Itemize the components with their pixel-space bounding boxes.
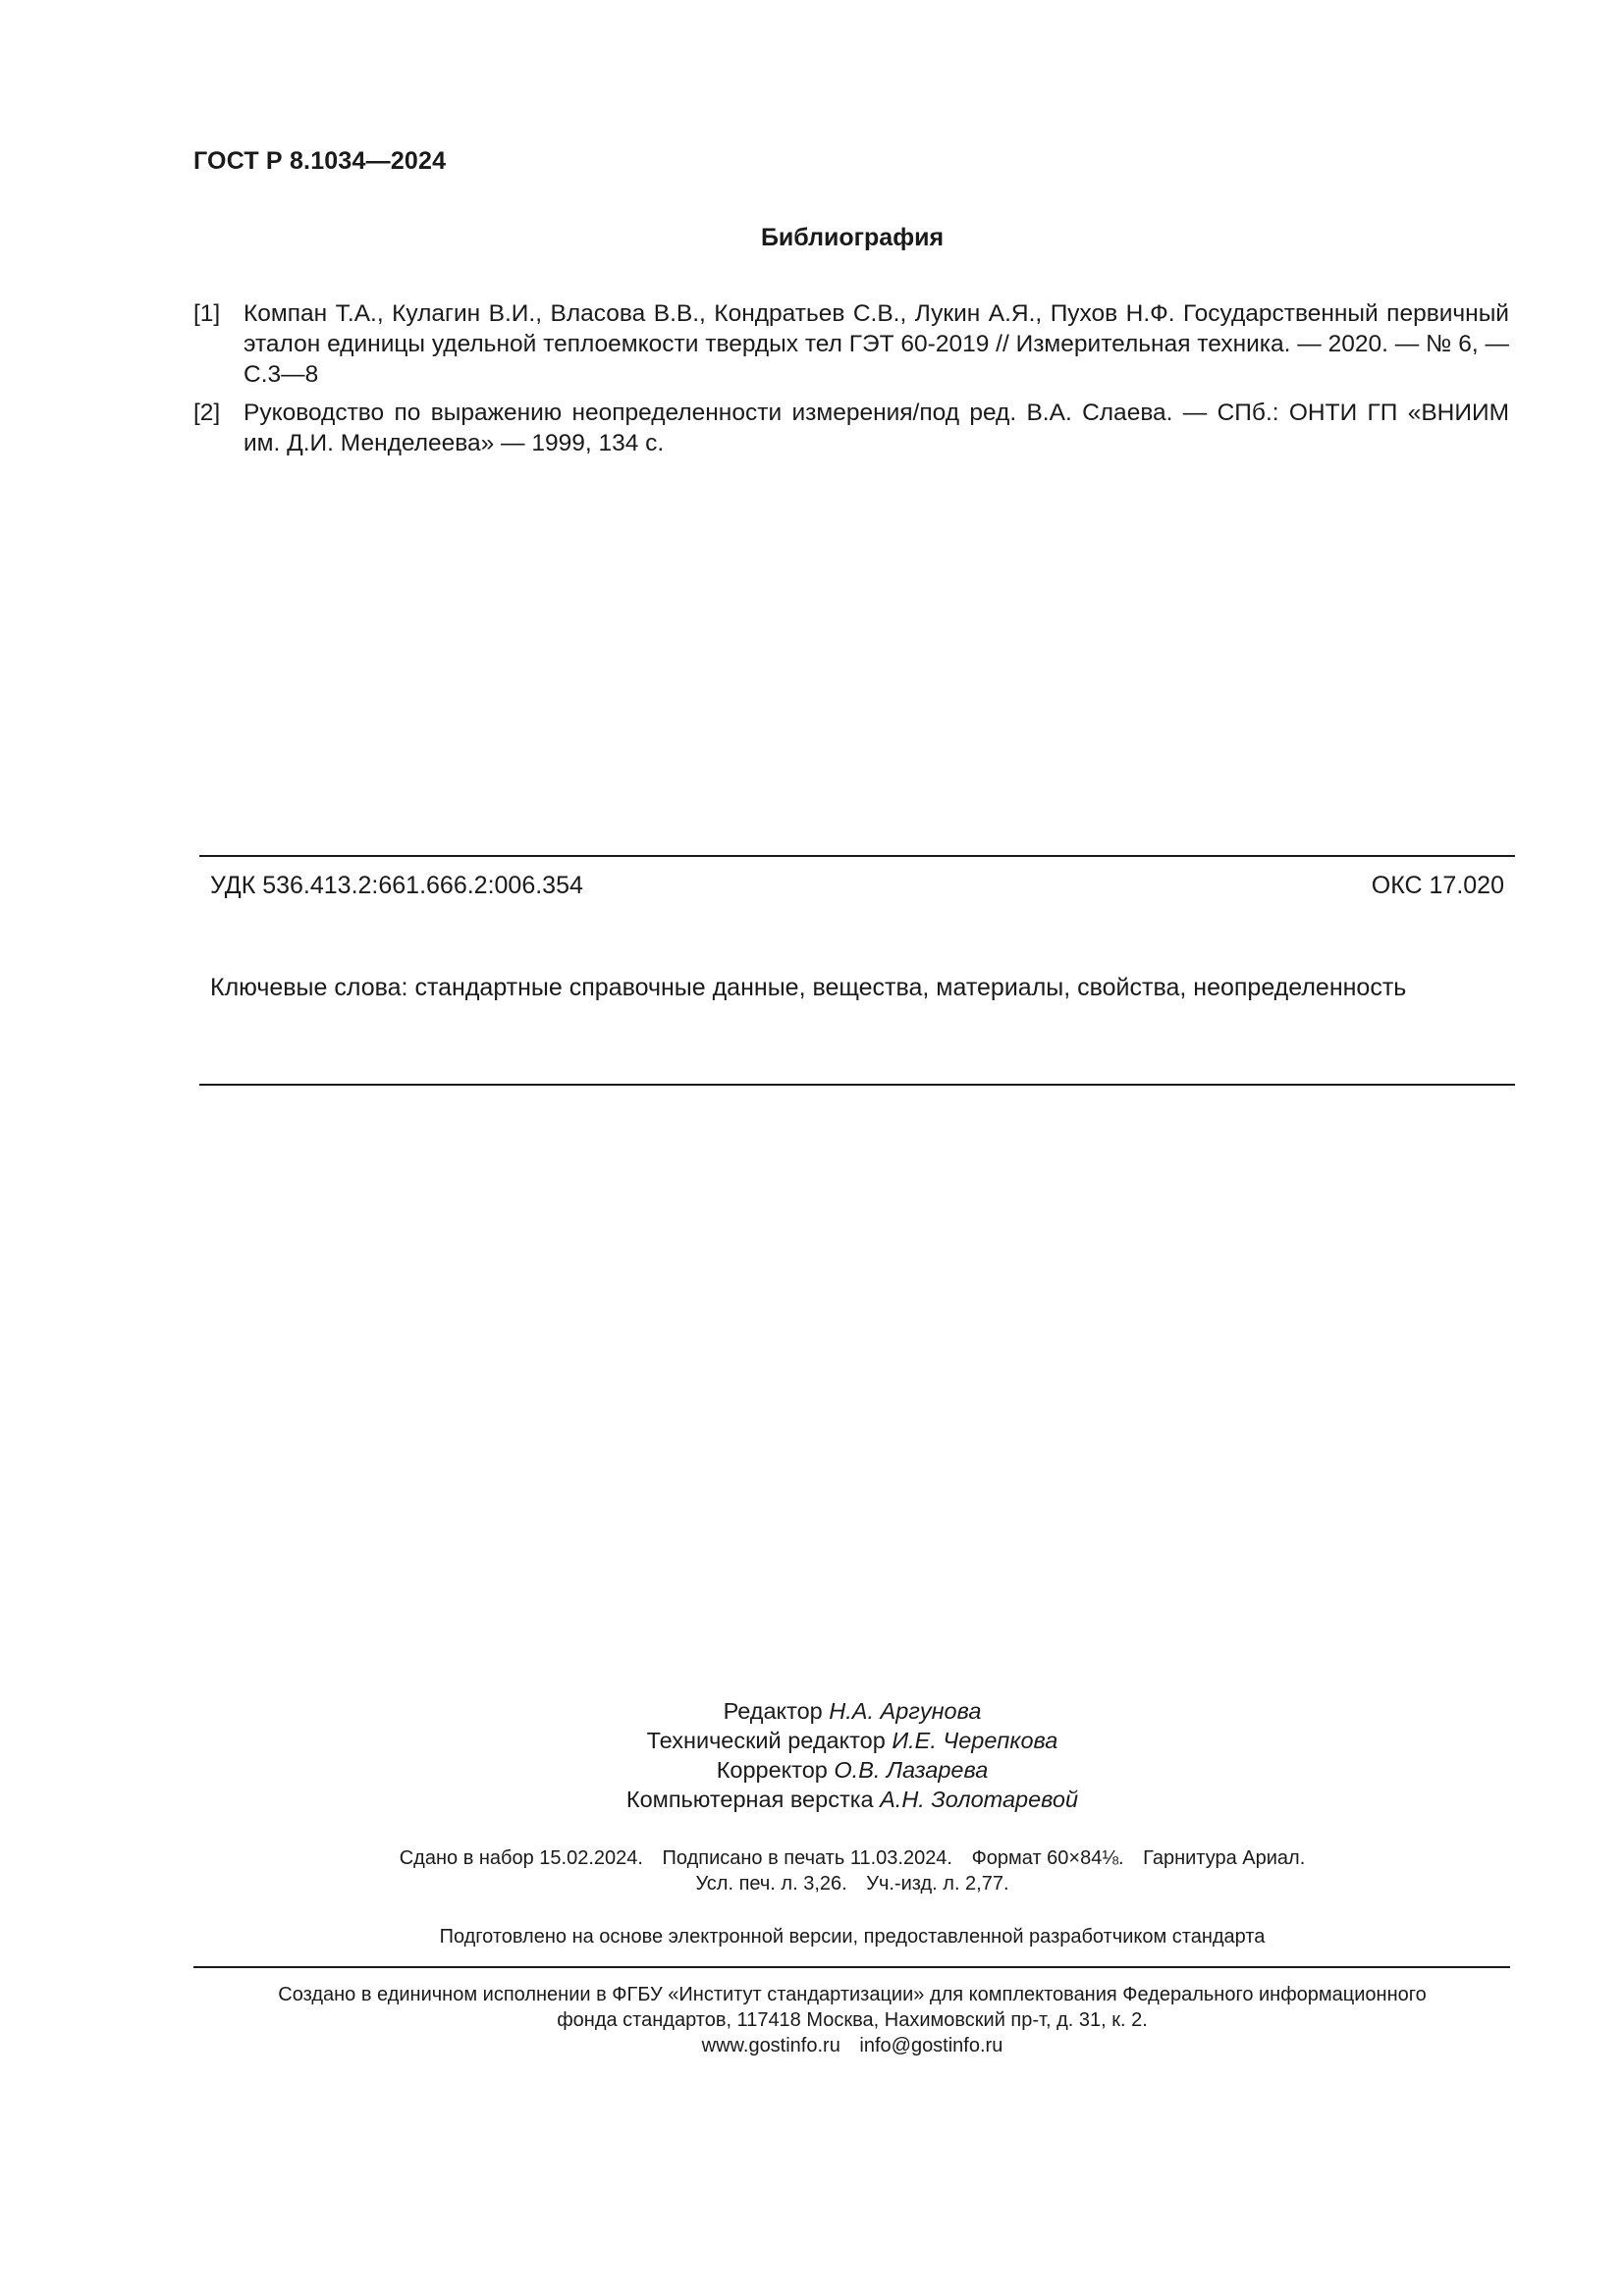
credit-corrector xyxy=(0,1755,1624,1785)
typeface: Гарнитура Ариал. xyxy=(1143,1847,1306,1869)
signed-date: Подписано в печать 11.03.2024. xyxy=(662,1847,952,1869)
email-link[interactable]: info@gostinfo.ru xyxy=(859,2035,1003,2056)
publication-sheets: Уч.-изд. л. 2,77. xyxy=(866,1873,1009,1895)
reference-number: [1] xyxy=(193,300,221,327)
credit-name: И.Е. Черепкова xyxy=(892,1728,1058,1753)
credit-role: Компьютерная верстка xyxy=(625,1787,874,1812)
document-code: ГОСТ Р 8.1034—2024 xyxy=(193,147,447,175)
publisher-info xyxy=(0,1982,1624,2058)
publisher-line-2: фонда стандартов, 117418 Москва, Нахимовский пр-т, д. 31, к. 2. xyxy=(557,2009,1148,2031)
publisher-line-1: Создано в единичном исполнении в ФГБУ «Институт стандартизации» для комплектования Федерального информационного xyxy=(278,1984,1427,2005)
credit-name: А.Н. Золотаревой xyxy=(880,1787,1079,1812)
credits-block xyxy=(0,1696,1624,1814)
format: Формат 60×84⅛. xyxy=(971,1847,1124,1869)
divider-top xyxy=(199,855,1515,857)
credit-layout xyxy=(0,1785,1624,1814)
reference-number: [2] xyxy=(193,400,221,426)
credit-editor xyxy=(0,1696,1624,1726)
publisher-contacts xyxy=(0,2033,1624,2058)
keywords: Ключевые слова: стандартные справочные данные, вещества, материалы, свойства, неопределенность xyxy=(210,974,1407,1001)
print-info-line-1 xyxy=(0,1845,1624,1871)
credit-tech-editor xyxy=(0,1726,1624,1755)
set-date: Сдано в набор 15.02.2024. xyxy=(399,1847,643,1869)
print-sheets: Усл. печ. л. 3,26. xyxy=(695,1873,847,1895)
divider-bottom xyxy=(199,1084,1515,1086)
credit-name: О.В. Лазарева xyxy=(834,1757,989,1783)
bibliography-title: Библиография xyxy=(760,224,945,251)
bibliography-item-2 xyxy=(193,398,1509,458)
prepared-note: Подготовлено на основе электронной версии, предоставленной разработчиком стандарта xyxy=(439,1926,1266,1948)
reference-text: Компан Т.А., Кулагин В.И., Власова В.В., Кондратьев С.В., Лукин А.Я., Пухов Н.Ф. Государственный первичный эталон единицы удельной теплоемкости твердых тел ГЭТ 60-2019 // Измерительная техника. — 2020. — № 6, — С.3—8 xyxy=(244,300,1509,388)
udk-code: УДК 536.413.2:661.666.2:006.354 xyxy=(210,872,583,899)
credit-role: Технический редактор xyxy=(646,1728,886,1753)
credit-role: Корректор xyxy=(716,1757,828,1783)
credit-role: Редактор xyxy=(723,1698,823,1724)
print-info xyxy=(0,1845,1624,1896)
bibliography-item-1 xyxy=(193,298,1509,390)
website-link[interactable]: www.gostinfo.ru xyxy=(701,2035,840,2056)
credit-name: Н.А. Аргунова xyxy=(829,1698,982,1724)
print-info-line-2 xyxy=(0,1871,1624,1896)
divider-footer xyxy=(193,1966,1510,1968)
reference-text: Руководство по выражению неопределенности измерения/под ред. В.А. Слаева. — СПб.: ОНТИ ГП «ВНИИМ им. Д.И. Менделеева» — 1999, 134 с. xyxy=(244,400,1509,456)
oks-code: ОКС 17.020 xyxy=(1371,872,1504,899)
